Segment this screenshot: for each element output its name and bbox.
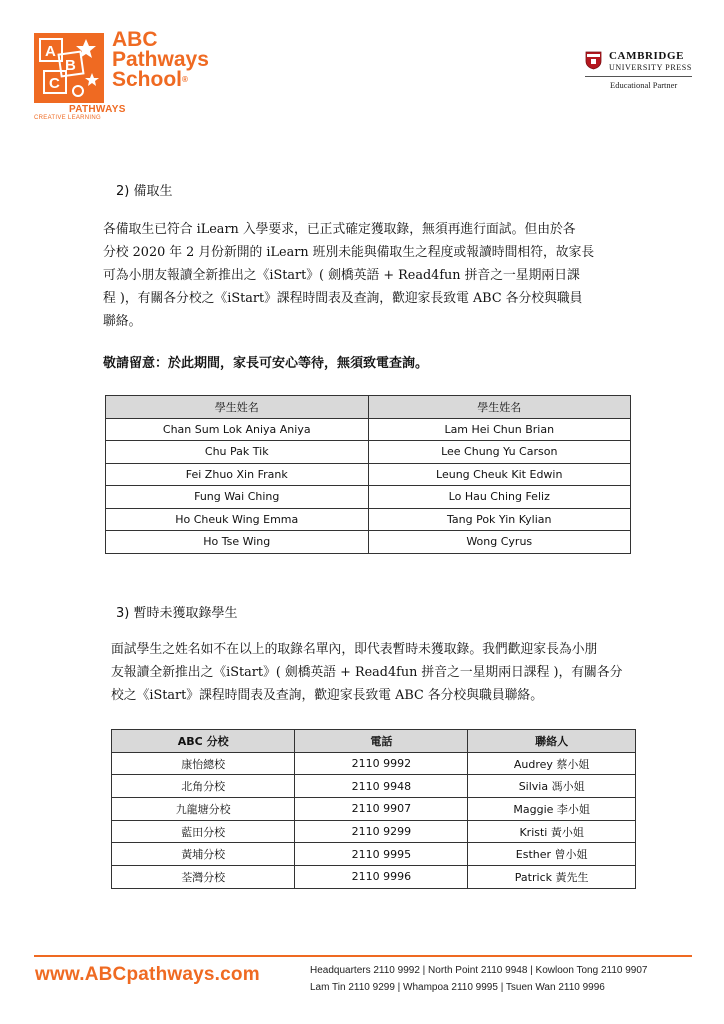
- paragraph-line: 面試學生之姓名如不在以上的取錄名單內，即代表暫時未獲取錄。我們歡迎家長為小朋: [111, 642, 598, 657]
- partner-role: Educational Partner: [610, 80, 678, 90]
- contact-cell: Audrey 蔡小姐: [468, 752, 636, 775]
- paragraph-line: 各備取生已符合 iLearn 入學要求，已正式確定獲取錄，無須再進行面試。但由於各: [103, 222, 576, 237]
- table-row: [112, 820, 636, 843]
- paragraph-line: 聯絡。: [103, 314, 142, 329]
- partner-divider: [585, 76, 692, 77]
- paragraph-line: 可為小朋友報讀全新推出之《iStart》( 劍橋英語 + Read4fun 拼音之一星期兩日課: [103, 268, 580, 283]
- table-header-row: [112, 730, 636, 753]
- branch-contact-table: [111, 729, 636, 889]
- table-row: [112, 866, 636, 889]
- paragraph-line: 分校 2020 年 2 月份新開的 iLearn 班別未能與備取生之程度或報讀時間相符，故家長: [103, 245, 595, 260]
- table-row: [106, 508, 631, 531]
- partner-name: CAMBRIDGE: [609, 50, 685, 62]
- phone-cell: 2110 9299: [295, 820, 468, 843]
- column-header: ABC 分校: [112, 730, 295, 753]
- branch-cell: 藍田分校: [112, 820, 295, 843]
- abc-logo-wordmark: [112, 30, 209, 90]
- branch-cell: 北角分校: [112, 775, 295, 798]
- table-cell: Tang Pok Yin Kylian: [368, 508, 631, 531]
- logo-tile-c: C: [49, 75, 60, 92]
- table-cell: Wong Cyrus: [368, 531, 631, 554]
- waitlist-table: [105, 395, 631, 554]
- contact-cell: Silvia 馮小姐: [468, 775, 636, 798]
- contact-cell: Maggie 李小姐: [468, 798, 636, 821]
- table-cell: Ho Cheuk Wing Emma: [106, 508, 369, 531]
- abc-logo-mark: [34, 33, 104, 103]
- table-cell: Lo Hau Ching Feliz: [368, 486, 631, 509]
- section3-paragraph: [111, 638, 651, 707]
- footer-divider: [34, 955, 692, 957]
- table-cell: Ho Tse Wing: [106, 531, 369, 554]
- table-row: [106, 486, 631, 509]
- registered-mark: ®: [182, 75, 188, 84]
- logo-sub: PATHWAYS: [69, 104, 126, 115]
- footer-contact-line-1: Headquarters 2110 9992 | North Point 2110 9948 | Kowloon Tong 2110 9907: [310, 965, 648, 976]
- branch-cell: 荃灣分校: [112, 866, 295, 889]
- logo-line-school: School: [112, 68, 183, 91]
- phone-cell: 2110 9907: [295, 798, 468, 821]
- table-cell: Fung Wai Ching: [106, 486, 369, 509]
- contact-cell: Esther 曾小姐: [468, 843, 636, 866]
- logo-line-pathways: Pathways: [112, 48, 209, 71]
- logo-line-abc: ABC: [112, 28, 158, 51]
- paragraph-line: 校之《iStart》課程時間表及查詢，歡迎家長致電 ABC 各分校與職員聯絡。: [111, 688, 544, 703]
- table-row: [106, 531, 631, 554]
- contact-cell: Patrick 黃先生: [468, 866, 636, 889]
- footer-contact-line-2: Lam Tin 2110 9299 | Whampoa 2110 9995 | Tsuen Wan 2110 9996: [310, 982, 605, 993]
- logo-tagline: CREATIVE LEARNING: [34, 115, 102, 121]
- column-header: 聯絡人: [468, 730, 636, 753]
- paragraph-line: 程 )，有關各分校之《iStart》課程時間表及查詢，歡迎家長致電 ABC 各分校與職員: [103, 291, 583, 306]
- section3-title: 3) 暫時未獲取錄學生: [116, 606, 238, 621]
- phone-cell: 2110 9992: [295, 752, 468, 775]
- logo-tile-a: A: [45, 43, 56, 60]
- column-header: 電話: [295, 730, 468, 753]
- table-row: [112, 798, 636, 821]
- branch-cell: 康怡總校: [112, 752, 295, 775]
- section2-paragraph: [103, 218, 643, 333]
- column-header: 學生姓名: [368, 396, 631, 419]
- notice-text: 敬請留意：於此期間，家長可安心等待，無須致電查詢。: [103, 356, 429, 371]
- section2-title: 2) 備取生: [116, 184, 173, 199]
- logo-tile-b: B: [65, 57, 76, 74]
- table-cell: Lee Chung Yu Carson: [368, 441, 631, 464]
- table-cell: Lam Hei Chun Brian: [368, 418, 631, 441]
- cambridge-shield-icon: [585, 51, 602, 70]
- footer-website-link[interactable]: www.ABCpathways.com: [35, 964, 260, 985]
- phone-cell: 2110 9948: [295, 775, 468, 798]
- table-row: [112, 752, 636, 775]
- table-row: [112, 843, 636, 866]
- branch-cell: 九龍塘分校: [112, 798, 295, 821]
- phone-cell: 2110 9996: [295, 866, 468, 889]
- contact-cell: Kristi 黃小姐: [468, 820, 636, 843]
- table-cell: Chu Pak Tik: [106, 441, 369, 464]
- table-cell: Leung Cheuk Kit Edwin: [368, 463, 631, 486]
- branch-cell: 黃埔分校: [112, 843, 295, 866]
- table-cell: Fei Zhuo Xin Frank: [106, 463, 369, 486]
- partner-press: UNIVERSITY PRESS: [609, 63, 692, 72]
- table-header-row: [106, 396, 631, 419]
- table-row: [106, 441, 631, 464]
- table-row: [106, 463, 631, 486]
- table-row: [112, 775, 636, 798]
- column-header: 學生姓名: [106, 396, 369, 419]
- phone-cell: 2110 9995: [295, 843, 468, 866]
- paragraph-line: 友報讀全新推出之《iStart》( 劍橋英語 + Read4fun 拼音之一星期兩日課程 )，有關各分: [111, 665, 623, 680]
- table-cell: Chan Sum Lok Aniya Aniya: [106, 418, 369, 441]
- table-row: [106, 418, 631, 441]
